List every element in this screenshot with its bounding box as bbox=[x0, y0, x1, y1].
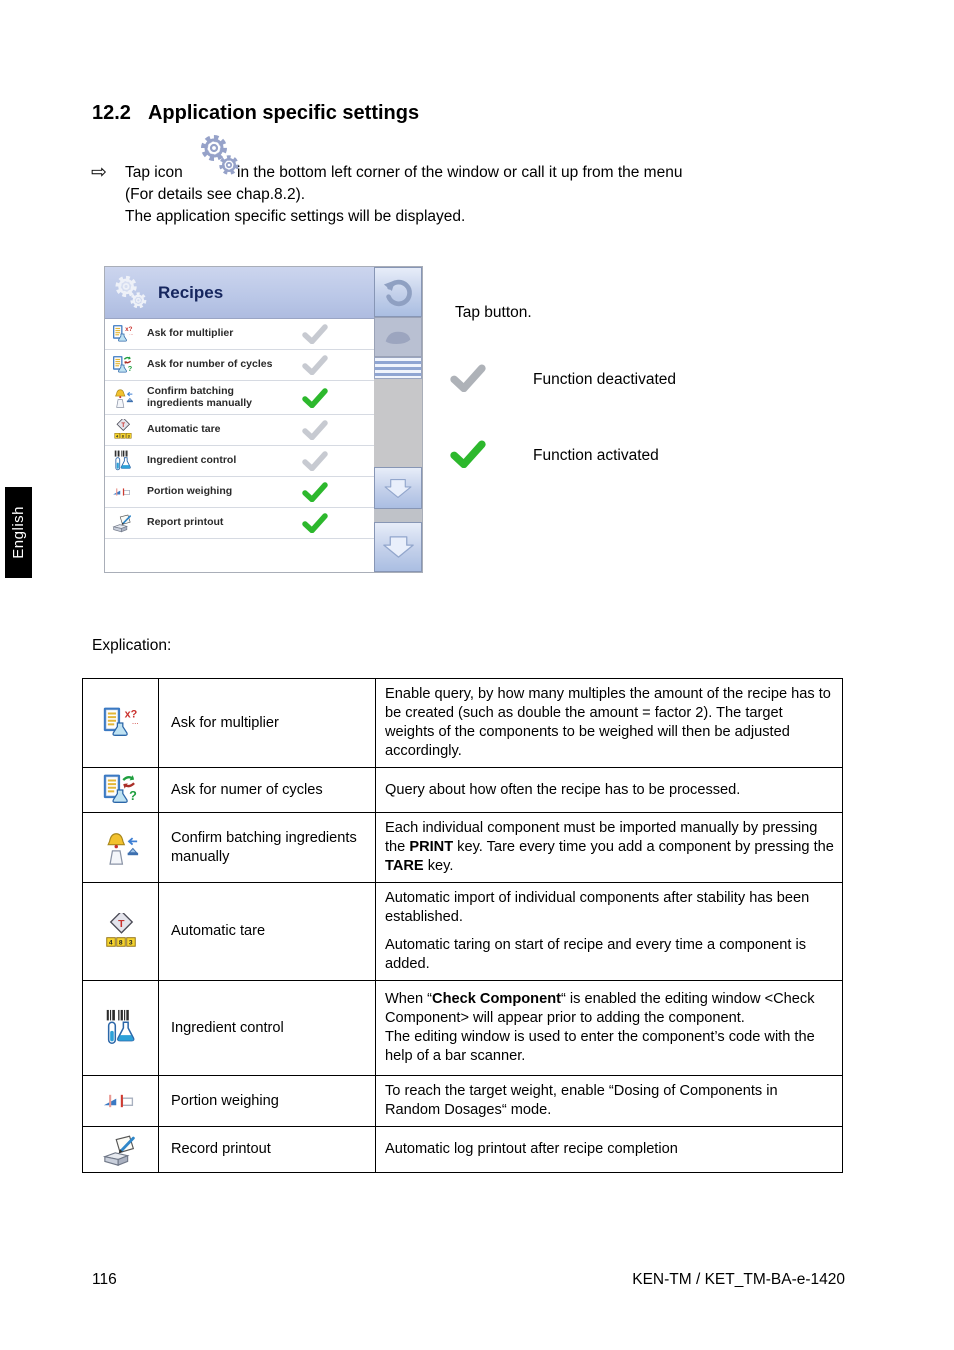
recipes-settings-screenshot bbox=[104, 266, 423, 573]
legend-deactivated-label: Function deactivated bbox=[533, 371, 677, 388]
explication-label: Explication: bbox=[92, 637, 172, 654]
multiplier-icon bbox=[112, 323, 134, 345]
row-description: The editing window is used to enter the component’s code with the help of a bar scanner. bbox=[385, 1029, 815, 1064]
row-name: Confirm batching ingredients manually bbox=[171, 829, 357, 865]
intro-line-1: Tap icon in the bottom left corner of the window or call it up from the menu bbox=[125, 164, 683, 181]
cycles-icon bbox=[112, 354, 134, 376]
check-icon bbox=[302, 420, 328, 440]
intro-line-3: The application specific settings will be displayed. bbox=[125, 208, 466, 225]
portion-weighing-icon bbox=[112, 481, 134, 503]
dialog-item-portion-weighing: Portion weighing bbox=[105, 477, 374, 508]
undo-arrow-icon bbox=[382, 276, 414, 308]
check-icon bbox=[302, 355, 328, 375]
section-title-text: Application specific settings bbox=[147, 102, 420, 124]
back-button bbox=[374, 267, 422, 317]
row-description: Enable query, by how many multiples the amount of the recipe has to be created (such as double the amount = factor 2). The target weights of the components to be weighed will then be adjusted accordingly. bbox=[385, 686, 831, 759]
disabled-blob-icon bbox=[383, 327, 413, 347]
intro-paragraph bbox=[125, 162, 845, 228]
dialog-title: Recipes bbox=[158, 282, 224, 302]
multiplier-icon bbox=[102, 704, 140, 742]
report-printout-icon bbox=[102, 1131, 140, 1169]
section-number: 12.2 bbox=[92, 102, 131, 124]
table-row bbox=[83, 981, 843, 1076]
row-description: Query about how often the recipe has to be processed. bbox=[385, 781, 741, 798]
legend-activated-label: Function activated bbox=[533, 447, 659, 464]
check-icon bbox=[302, 482, 328, 502]
page-number: 116 bbox=[92, 1271, 117, 1288]
report-printout-icon bbox=[112, 512, 134, 534]
row-name: Ingredient control bbox=[171, 1019, 284, 1036]
row-description: When “Check Component“ is enabled the editing window <Check Component> will appear prior to adding the component. bbox=[385, 991, 815, 1026]
automatic-tare-icon bbox=[112, 419, 134, 441]
check-icon bbox=[302, 324, 328, 344]
document-code: KEN-TM / KET_TM-BA-e-1420 bbox=[632, 1271, 845, 1288]
dialog-options-list bbox=[105, 319, 374, 572]
scrollbar-track bbox=[374, 379, 422, 467]
row-name: Record printout bbox=[171, 1141, 271, 1157]
row-description: To reach the target weight, enable “Dosing of Components in Random Dosages“ mode. bbox=[385, 1083, 778, 1118]
scroll-down-icon bbox=[383, 478, 413, 499]
table-row bbox=[83, 883, 843, 981]
dialog-item-ask-for-number-of-cycles: Ask for number of cycles bbox=[105, 350, 374, 381]
row-description: Automatic log printout after recipe completion bbox=[385, 1141, 678, 1157]
language-tab-label: English bbox=[10, 506, 27, 559]
row-description: Automatic import of individual components after stability has been established. bbox=[385, 890, 810, 925]
confirm-batching-icon bbox=[102, 829, 140, 867]
check-icon bbox=[302, 451, 328, 471]
check-icon bbox=[302, 388, 328, 408]
ingredient-control-icon bbox=[102, 1009, 140, 1047]
cycles-icon bbox=[102, 771, 140, 809]
settings-gears-icon bbox=[113, 275, 149, 311]
legend-tap-button-text: Tap button. bbox=[455, 304, 532, 321]
row-name: Portion weighing bbox=[171, 1092, 279, 1109]
dialog-item-ask-for-multiplier: Ask for multiplier bbox=[105, 319, 374, 350]
check-icon bbox=[302, 513, 328, 533]
scroll-down-button bbox=[374, 467, 422, 509]
table-row bbox=[83, 679, 843, 768]
row-description: Automatic taring on start of recipe and every time a component is added. bbox=[385, 937, 806, 972]
bullet-arrow-icon: ⇨ bbox=[91, 162, 107, 183]
table-row bbox=[83, 1127, 843, 1173]
scrollbar-grip bbox=[374, 357, 422, 379]
dialog-item-confirm-batching: Confirm batching ingredients manually bbox=[105, 381, 374, 415]
dialog-header bbox=[105, 267, 374, 319]
side-gap bbox=[374, 509, 422, 522]
dialog-main bbox=[105, 267, 374, 572]
green-check-icon bbox=[450, 440, 486, 468]
language-tab bbox=[5, 487, 32, 578]
dialog-item-ingredient-control: Ingredient control bbox=[105, 446, 374, 477]
page-down-icon bbox=[382, 535, 415, 559]
confirm-batching-icon bbox=[112, 387, 134, 409]
dialog-item-automatic-tare: Automatic tare bbox=[105, 415, 374, 446]
dialog-side-buttons bbox=[374, 267, 422, 572]
explanation-table bbox=[82, 678, 842, 1173]
automatic-tare-icon bbox=[102, 913, 140, 951]
page-down-button bbox=[374, 522, 422, 572]
portion-weighing-icon bbox=[102, 1082, 140, 1120]
dialog-item-report-printout: Report printout bbox=[105, 508, 374, 539]
row-name: Ask for numer of cycles bbox=[171, 781, 323, 798]
table-row bbox=[83, 768, 843, 813]
disabled-button bbox=[374, 317, 422, 357]
row-name: Ask for multiplier bbox=[171, 714, 279, 731]
table-row bbox=[83, 813, 843, 883]
section-title bbox=[92, 102, 419, 125]
row-description: Each individual component must be imported manually by pressing the PRINT key. Tare every time you add a component by pressing the TARE key. bbox=[385, 820, 834, 874]
gray-check-icon bbox=[450, 364, 486, 392]
intro-line-2: (For details see chap.8.2). bbox=[125, 186, 306, 203]
ingredient-control-icon bbox=[112, 450, 134, 472]
row-name: Automatic tare bbox=[171, 923, 266, 939]
dialog-blank-area bbox=[105, 539, 374, 572]
table-row bbox=[83, 1076, 843, 1127]
